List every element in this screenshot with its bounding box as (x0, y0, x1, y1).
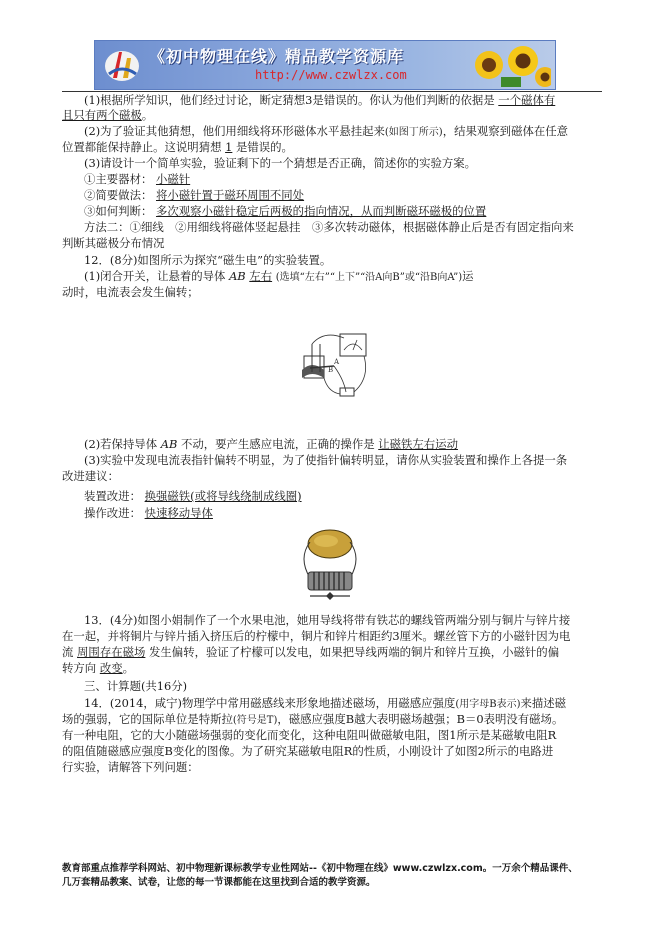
q11-part3-intro: (3)请设计一个简单实验，验证剩下的一个猜想是否正确，简述你的实验方案。 (84, 156, 477, 170)
period: 。 (141, 108, 154, 122)
q12-operation-label: 操作改进： (84, 506, 141, 520)
q12-part2-conductor: AB (160, 437, 178, 451)
q12-operation-improve (62, 506, 624, 521)
header-rule (62, 91, 602, 92)
q13-answer-1: 周围存在磁场 (77, 645, 146, 659)
q11-part2-text-b: ，结果观察到磁体在任意 (442, 124, 569, 138)
q11-part2-text-c: 位置都能保持静止。这说明猜想 (62, 140, 222, 154)
footer-line1: 教育部重点推荐学科网站、初中物理新课标教学专业性网站--《初中物理在线》www.czwlzx.com。一万余个精品课件、 (62, 863, 578, 874)
q11-method-answer: 将小磁针置于磁环周围不同处 (155, 188, 305, 202)
svg-text:A: A (334, 358, 340, 366)
q14-source: 14．(2014，咸宁) (84, 696, 182, 710)
period: 。 (122, 661, 135, 675)
banner-url[interactable]: http://www.czwlzx.com (255, 68, 407, 82)
q11-part1-answer-a: 一个磁体有 (498, 93, 556, 107)
q12-part1-line2: 动时，电流表会发生偏转； (62, 285, 199, 299)
q13-text-b: 发生偏转，验证了柠檬可以发电，如果把导线两端的铜片和锌片互换，小磁针的偏 (149, 645, 560, 659)
q11-part3-judge (62, 204, 624, 219)
q12-part1-conductor: AB (229, 269, 246, 283)
banner-title: 《初中物理在线》精品教学资源库 (149, 47, 405, 66)
q14-line2 (62, 712, 602, 728)
q12-part2-answer: 让磁铁左右运动 (378, 437, 458, 451)
svg-text:B: B (328, 366, 334, 374)
q11-part1-line1 (62, 93, 624, 108)
q12-apparatus-figure (294, 330, 378, 402)
q13-lemon-battery-figure (296, 528, 364, 600)
q14-text-a: 物理学中常用磁感线来形象地描述磁场，用磁感应强度 (181, 696, 456, 710)
q14-note-a: (用字母B表示) (455, 699, 521, 710)
q12-title: 12．(8分)如图所示为探究“磁生电”的实验装置。 (84, 253, 332, 267)
q12-part2 (62, 437, 624, 452)
q11-materials-label: ①主要器材： (84, 172, 153, 186)
q14-line1 (62, 696, 624, 712)
q14-line3: 有一种电阻，它的大小随磁场强弱的变化而变化，这种电阻叫做磁敏电阻，图1所示是某磁敏电阻R (62, 728, 557, 742)
q13-text-a: 流 (62, 645, 74, 659)
q12-device-improve (62, 489, 624, 504)
q12-part3-line2: 改进建议： (62, 469, 119, 483)
q12-part1-text: (1)闭合开关，让悬着的导体 (84, 269, 226, 283)
footer-line2: 几万套精品教案、试卷，让您的每一节课都能在这里找到合适的教学资源。 (62, 877, 376, 888)
q12-device-label: 装置改进： (84, 489, 141, 503)
q11-method-label: ②简要做法： (84, 188, 153, 202)
q14-note-b: (符号是T) (232, 715, 278, 726)
q12-part1-text-b: 运 (462, 269, 474, 283)
q14-line4: 的阻值随磁感应强度B变化的图像。为了研究某磁敏电阻R的性质，小刚设计了如图2所示的电路进 (62, 744, 554, 758)
q11-part1-line2 (62, 108, 602, 123)
q11-part2-line2 (62, 140, 602, 155)
section-calculation-heading: 三、计算题(共16分) (84, 679, 188, 693)
q13-line2: 在一起，并将铜片与锌片插入挤压后的柠檬中，铜片和锌片相距约3厘米。螺丝管下方的小磁针因为电 (62, 629, 571, 643)
q13-text-c: 转方向 (62, 661, 97, 675)
q12-part2-text-a: (2)若保持导体 (84, 437, 158, 451)
q14-text-a2: 来描述磁 (520, 696, 567, 710)
q11-part3-method (62, 188, 624, 203)
q12-part1-answer: 左右 (249, 269, 273, 283)
q11-method2-line1: 方法二：①细线 ②用细线将磁体竖起悬挂 ③多次转动磁体，根据磁体静止后是否有固定指向来 (84, 220, 574, 234)
q11-method2-line2: 判断其磁极分布情况 (62, 236, 165, 250)
site-logo-icon (103, 44, 141, 84)
q11-part3-materials (62, 172, 624, 187)
q11-materials-answer: 小磁针 (155, 172, 191, 186)
q11-part2-text-d: 是错误的。 (235, 140, 293, 154)
q12-part3-line1: (3)实验中发现电流表指针偏转不明显，为了使指针偏转明显，请你从实验装置和操作上各提一条 (84, 453, 568, 467)
q14-text-b2: ，磁感应强度B越大表明磁场越强；B＝0表明没有磁场。 (277, 712, 564, 726)
q12-part2-text-b: 不动，要产生感应电流，正确的操作是 (180, 437, 375, 451)
q13-line4 (62, 661, 602, 676)
q12-operation-answer: 快速移动导体 (144, 506, 213, 520)
q14-text-b: 场的强弱，它的国际单位是特斯拉 (62, 712, 233, 726)
q11-judge-answer: 多次观察小磁针稳定后两极的指向情况，从而判断磁环磁极的位置 (155, 204, 487, 218)
q11-part2-note: (如图丁所示) (384, 127, 443, 138)
q13-line1: 13．(4分)如图小娟制作了一个水果电池，她用导线将带有铁芯的螺线管两端分别与铜片与锌片接 (84, 613, 571, 627)
q11-part1-answer-b: 且只有两个磁极 (62, 108, 142, 122)
q14-line5: 行实验，请解答下列问题： (62, 760, 199, 774)
q13-line3 (62, 645, 602, 660)
q12-device-answer: 换强磁铁(或将导线绕制成线圈) (144, 489, 302, 503)
sunflower-image (471, 43, 551, 87)
q11-part2-line1 (62, 124, 624, 140)
q11-judge-label: ③如何判断： (84, 204, 153, 218)
q12-part1-line1 (62, 269, 624, 285)
q11-part2-answer: 1 (225, 140, 233, 154)
q12-part1-note: (选填“左右”“上下”“沿A向B”或“沿B向A”) (275, 272, 463, 283)
q13-answer-2: 改变 (99, 661, 123, 675)
header-banner (94, 40, 556, 90)
q11-part1-text: (1)根据所学知识，他们经过讨论，断定猜想3是错误的。你认为他们判断的依据是 (84, 93, 495, 107)
q11-part2-text-a: (2)为了验证其他猜想，他们用细线将环形磁体水平悬挂起来 (84, 124, 385, 138)
